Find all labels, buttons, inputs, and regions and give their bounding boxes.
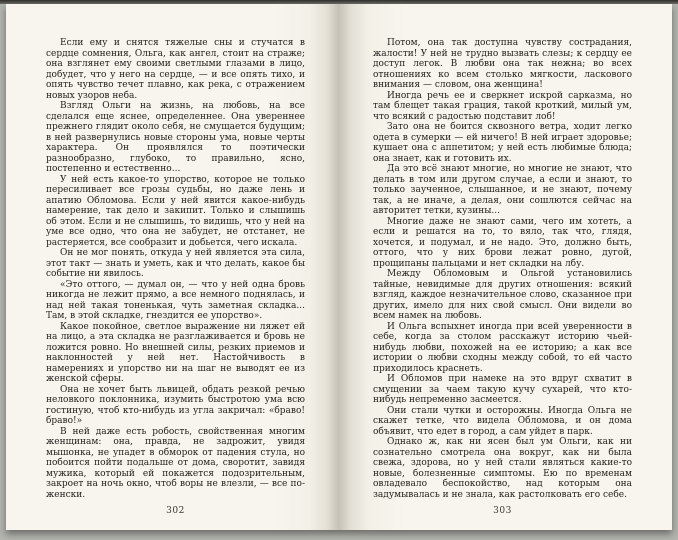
paragraph: Он не мог понять, откуда у ней является эта сила, этот такт — знать и уметь, как и что делать, какое бы событие ни явилось. [46,248,305,279]
page-left-text [46,38,305,500]
paragraph: В ней даже есть робость, свойственная многим женщинам: она, правда, не задрожит, увидя мышонка, не упадет в обморок от падения стула, но побоится пойти подальше от дома, своротит, завидя мужика, который ей покажется подозрительным, закроет на ночь окно, чтоб воры не влезли, — все по-женски. [46,426,305,500]
paragraph: И Ольга вспыхнет иногда при всей уверенности в себе, когда за столом расскажут историю чьей-нибудь любви, похожей на ее историю; а как все истории о любви сходны между собой, то ей часто приходилось краснеть. [373,321,632,374]
book-spread [6,4,672,530]
paragraph: Если ему и снятся тяжелые сны и стучатся в сердце сомнения, Ольга, как ангел, стоит на страже; она взглянет ему своими светлыми глазами в лицо, добудет, что у него на сердце, — и все опять тихо, и опять чувство течет плавно, как река, с отражением новых узоров неба. [46,38,305,101]
page-left-number: 302 [166,506,185,516]
page-right [339,4,672,530]
paragraph: Между Обломовым и Ольгой установились тайные, невидимые для других отношения: всякий взгляд, каждое незначительное слово, сказанное при других, имело для них свой смысл. Они видели во всем намек на любовь. [373,269,632,321]
paragraph: Она не хочет быть львицей, обдать резкой речью неловкого поклонника, изумить быстротою ума всю гостиную, чтоб кто-нибудь из угла закричал: «браво! браво!» [46,384,305,426]
page-left [6,4,339,530]
book-top-edge [0,0,678,4]
paragraph: Зато она не боится сквозного ветра, ходит легко одета в сумерки — ей ничего! В ней играет здоровье; кушает она с аппетитом; у ней есть любимые блюда; она знает, как и готовить их. [373,122,632,164]
paragraph: Однако ж, как ни ясен был ум Ольги, как ни сознательно смотрела она вокруг, как ни была свежа, здорова, но у ней стали являться какие-то новые, болезненные симптомы. Ею по временам овладевало беспокойство, над которым она задумывалась и не знала, как растолковать его себе. [373,437,632,500]
paragraph: Какое покойное, светлое выражение ни ляжет ей на лицо, а эта складка не разглаживается и бровь не ложится ровно. Но внешней силы, резких приемов и наклонностей у ней нет. Настойчивость в намерениях и упорство ни на шаг не выводят ее из женской сферы. [46,321,305,384]
paragraph: «Это оттого, — думал он, — что у ней одна бровь никогда не лежит прямо, а все немного поднялась, и над ней такая тоненькая, чуть заметная складка... Там, в этой складке, гнездится ее упорство». [46,279,305,321]
paragraph: Потом, она так доступна чувству сострадания, жалости! У ней не трудно вызвать слезы; к сердцу ее доступ легок. В любви она так нежна; во всех отношениях ко всем столько мягкости, ласкового внимания — словом, она женщина! [373,38,632,90]
page-right-number: 303 [493,506,512,516]
paragraph: Они стали чутки и осторожны. Иногда Ольга не скажет тетке, что видела Обломова, и он дома объявит, что едет в город, а сам уйдет в парк. [373,405,632,437]
paragraph: Взгляд Ольги на жизнь, на любовь, на все сделался еще яснее, определеннее. Она увереннее прежнего глядит около себя, не смущается будущим; в ней развернулись новые стороны ума, новые черты характера. Он проявлялся то поэтически разнообразно, глубоко, то правильно, ясно, постепенно и естественно... [46,101,305,174]
paragraph: У ней есть какое-то упорство, которое не только пересиливает все грозы судьбы, но даже лень и апатию Обломова. Если у ней явится какое-нибудь намерение, так дело и закипит. Только и слышишь об этом. Если и не слышишь, то видишь, что у ней на уме все одно, что она не забудет, не отстанет, не растеряется, все сообразит и добьется, чего искала. [46,174,305,248]
paragraph: Иногда речь ее и сверкнет искрой сарказма, но там блещет такая грация, такой кроткий, милый ум, что всякий с радостью подставит лоб! [373,90,632,122]
paragraph: И Обломов при намеке на это вдруг схватит в смущении за чаем такую кучу сухарей, что кто-нибудь непременно засмеется. [373,374,632,405]
paragraph: Многие даже не знают сами, чего им хотеть, а если и решатся на то, то вяло, так что, глядя, хочется, и подумал, и не надо. Это, должно быть, оттого, что у них брови лежат ровно, дугой, прощипаны пальцами и нет складки на лбу. [373,216,632,269]
paragraph: Да это всё знают многие, но многие не знают, что делать в том или другом случае, а если и знают, то только заученное, слышанное, и не знают, почему так, а не иначе, а делая, они сошлются сейчас на авторитет тетки, кузины... [373,164,632,216]
page-right-text [373,38,632,500]
